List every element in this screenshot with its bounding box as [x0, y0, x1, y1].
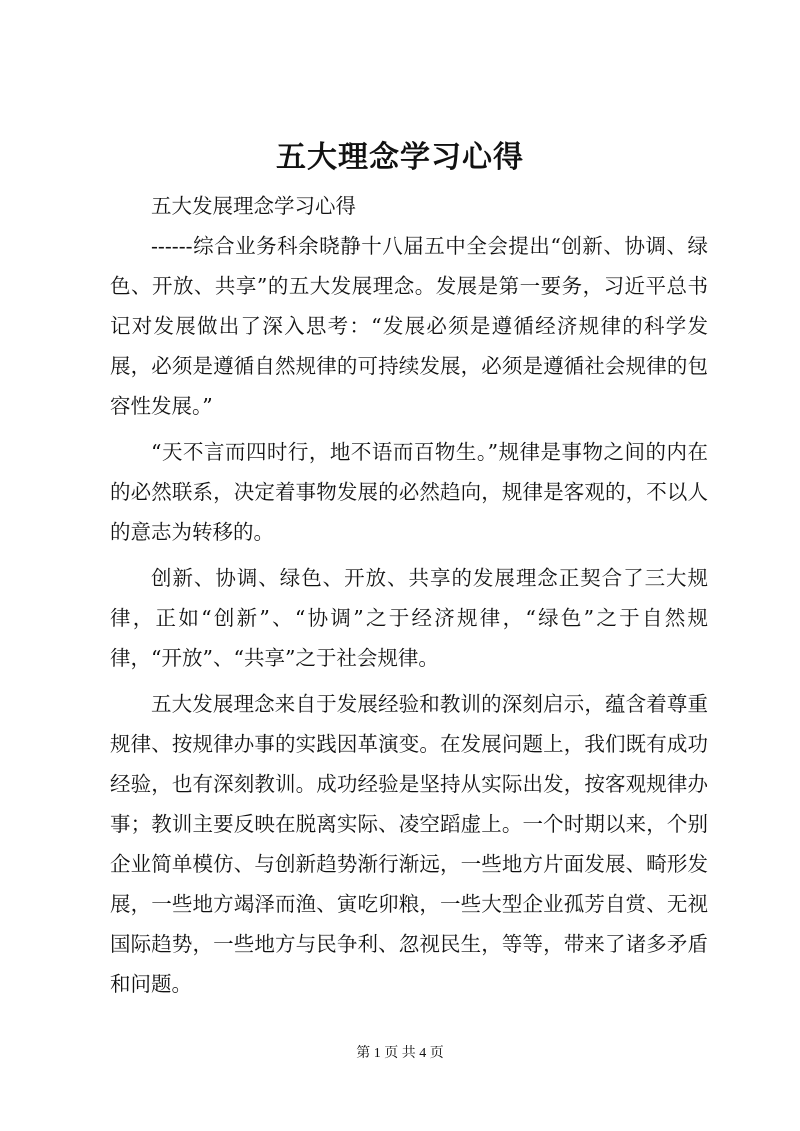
law-paragraph: “天不言而四时行，地不语而百物生。”规律是事物之间的内在的必然联系，决定着事物发展的必然趋向，规律是客观的，不以人的意志为转移的。	[110, 440, 708, 544]
intro-paragraph: ------综合业务科余晓静十八届五中全会提出“创新、协调、绿色、开放、共享”的五大发展理念。发展是第一要务，习近平总书记对发展做出了深入思考：“发展必须是遵循经济规律的科学发展，必须是遵循自然规律的可持续发展，必须是遵循社会规律的包容性发展。”	[110, 234, 708, 418]
document-title: 五大理念学习心得	[276, 140, 524, 175]
concept-paragraph: 创新、协调、绿色、开放、共享的发展理念正契合了三大规律，正如“创新”、“协调”之于经济规律，“绿色”之于自然规律，“开放”、“共享”之于社会规律。	[110, 566, 708, 670]
experience-paragraph: 五大发展理念来自于发展经验和教训的深刻启示，蕴含着尊重规律、按规律办事的实践因革演变。在发展问题上，我们既有成功经验，也有深刻教训。成功经验是坚持从实际出发，按客观规律办事；教训主要反映在脱离实际、凌空蹈虚上。一个时期以来，个别企业简单模仿、与创新趋势渐行渐远，一些地方片面发展、畸形发展，一些地方竭泽而渔、寅吃卯粮，一些大型企业孤芳自赏、无视国际趋势，一些地方与民争利、忽视民生，等等，带来了诸多矛盾和问题。	[110, 692, 708, 996]
document-body	[110, 186, 708, 1010]
page-footer: 第 1 页 共 4 页	[356, 1046, 444, 1061]
subtitle-paragraph: 五大发展理念学习心得	[151, 194, 356, 218]
